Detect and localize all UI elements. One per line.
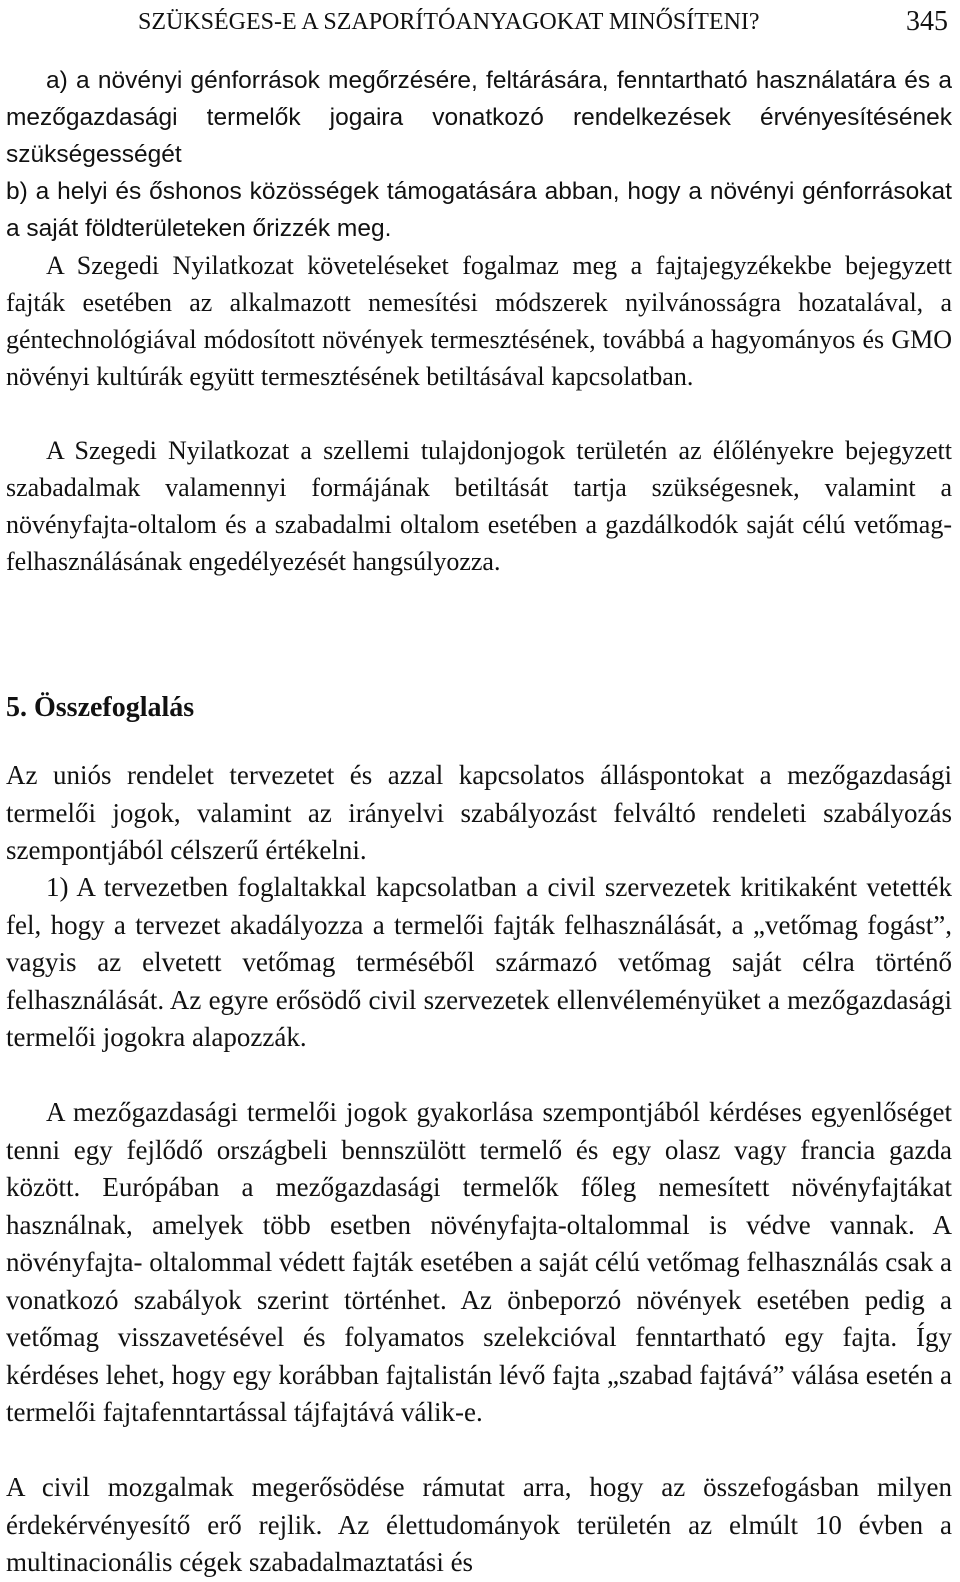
section-heading: 5. Összefoglalás [6,692,195,723]
paragraph-civil-movements: A civil mozgalmak megerősödése rámutat arra, hogy az összefogásban milyen érdekérvényesítő erő rejlik. Az élettudományok területén az elmúlt 10 évben a multinacionális cégek szabadalmaztatási és [6,1472,952,1577]
paragraph-farmer-rights: A mezőgazdasági termelői jogok gyakorlása szempontjából kérdéses egyenlőséget tenni egy fejlődő országbeli bennszülött termelő és egy olasz vagy francia gazda között. Európában a mezőgazdasági termelők főleg nemesített növényfajtákat használnak, amelyek több esetben növényfajta-oltalommal is védve vannak. A növényfajta- oltalommal védett fajták esetében a saját célú vetőmag felhasználás csak a vonatkozó szabályok szerint történhet. Az önbeporzó növények esetében pedig a vetőmag visszavetésével és folyamatos szelekcióval fenntartható egy fajta. Így kérdéses lehet, hogy egy korábban fajtalistán lévő fajta „szabad fajtává” válása esetén a termelői fajtafenntartással tájfajtává válik-e. [6,1097,952,1427]
running-header [106,4,954,40]
page-number: 345 [906,6,948,37]
paragraph-szeged-ip: A Szegedi Nyilatkozat a szellemi tulajdonjogok területén az élőlényekre bejegyzett szabadalmak valamennyi formájának betiltását tartja szükségesnek, valamint a növényfajta-oltalom és a szabadalmi oltalom esetében a gazdálkodók saját célú vetőmag-felhasználásának engedélyezését hangsúlyozza. [6,436,952,576]
paragraph-item-a: a) a növényi génforrások megőrzésére, feltárására, fenntartható használatára és a mezőgazdasági termelők jogaira vonatkozó rendelkezések érvényesítésének szükségességét [6,67,952,168]
paragraph-item-b: b) a helyi és őshonos közösségek támogatására abban, hogy a növényi génforrásokat a saját földterületeken őrizzék meg. [6,178,952,242]
paragraph-point-1: 1) A tervezetben foglaltakkal kapcsolatban a civil szervezetek kritikaként vetették fel, hogy a tervezet akadályozza a termelői fajták felhasználását, a „vetőmag fogást”, vagyis az elvetett vetőmag terméséből származó vetőmag saját célra történő felhasználását. Az egyre erősödő civil szervezetek ellenvéleményüket a mezőgazdasági termelői jogokra alapozzák. [6,872,952,1052]
paragraph-szeged-demands: A Szegedi Nyilatkozat követeléseket fogalmaz meg a fajtajegyzékekbe bejegyzett fajták esetében az alkalmazott nemesítési módszerek nyilvánosságra hozatalával, a géntechnológiával módosított növények termesztésének, továbbá a hagyományos és GMO növényi kultúrák együtt termesztésének betiltásával kapcsolatban. [6,251,952,391]
paragraph-summary-intro: Az uniós rendelet tervezetet és azzal kapcsolatos álláspontokat a mezőgazdasági termelői jogok, valamint az irányelvi szabályozást felváltó rendeleti szabályozás szempontjából célszerű értékelni. [6,760,952,865]
running-title: SZÜKSÉGES-E A SZAPORÍTÓANYAGOKAT MINŐSÍTENI? [138,9,760,35]
